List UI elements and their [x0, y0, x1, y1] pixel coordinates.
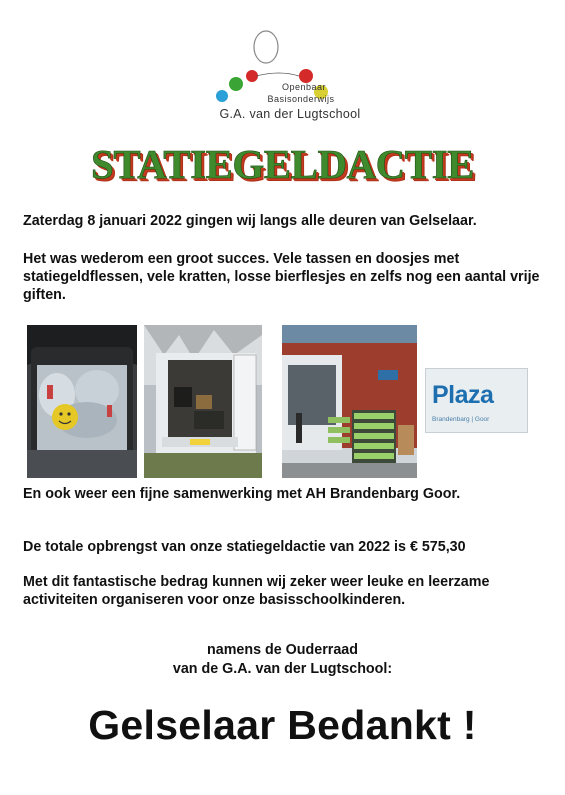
photo-delivery-van [144, 325, 262, 478]
logo-line-basisonderwijs: Basisonderwijs [267, 94, 335, 104]
intro-paragraph: Zaterdag 8 januari 2022 gingen wij langs alle deuren van Gelselaar. [23, 213, 477, 229]
signature-line-1: namens de Ouderraad [207, 642, 358, 658]
closing-thanks: Gelselaar Bedankt ! [88, 702, 477, 748]
logo-line-openbaar: Openbaar [281, 82, 327, 92]
photo-car-trunk [27, 325, 137, 478]
activities-paragraph: Met dit fantastische bedrag kunnen wij zeker weer leuke en leerzame activiteiten organiseren voor onze basisschoolkinderen. [23, 574, 490, 608]
total-paragraph: De totale opbrengst van onze statiegeldactie van 2022 is € 575,30 [23, 539, 466, 555]
school-logo [205, 30, 375, 125]
photo-store-crates [282, 325, 417, 478]
page-title: STATIEGELDACTIE [91, 141, 474, 187]
plaza-logo-text: Plaza [432, 381, 494, 409]
signature-line-2: van de G.A. van der Lugtschool: [172, 661, 393, 677]
plaza-logo-subtitle: Brandenbarg | Goor [432, 416, 490, 423]
plaza-logo [425, 368, 528, 433]
cooperation-paragraph: En ook weer een fijne samenwerking met AH Brandenbarg Goor. [23, 486, 461, 502]
logo-school-name: G.A. van der Lugtschool [219, 107, 361, 121]
success-paragraph: Het was wederom een groot succes. Vele tassen en doosjes met statiegeldflessen, vele kratten, losse bierflesjes en zelfs nog een aantal vrije giften. [23, 251, 540, 303]
